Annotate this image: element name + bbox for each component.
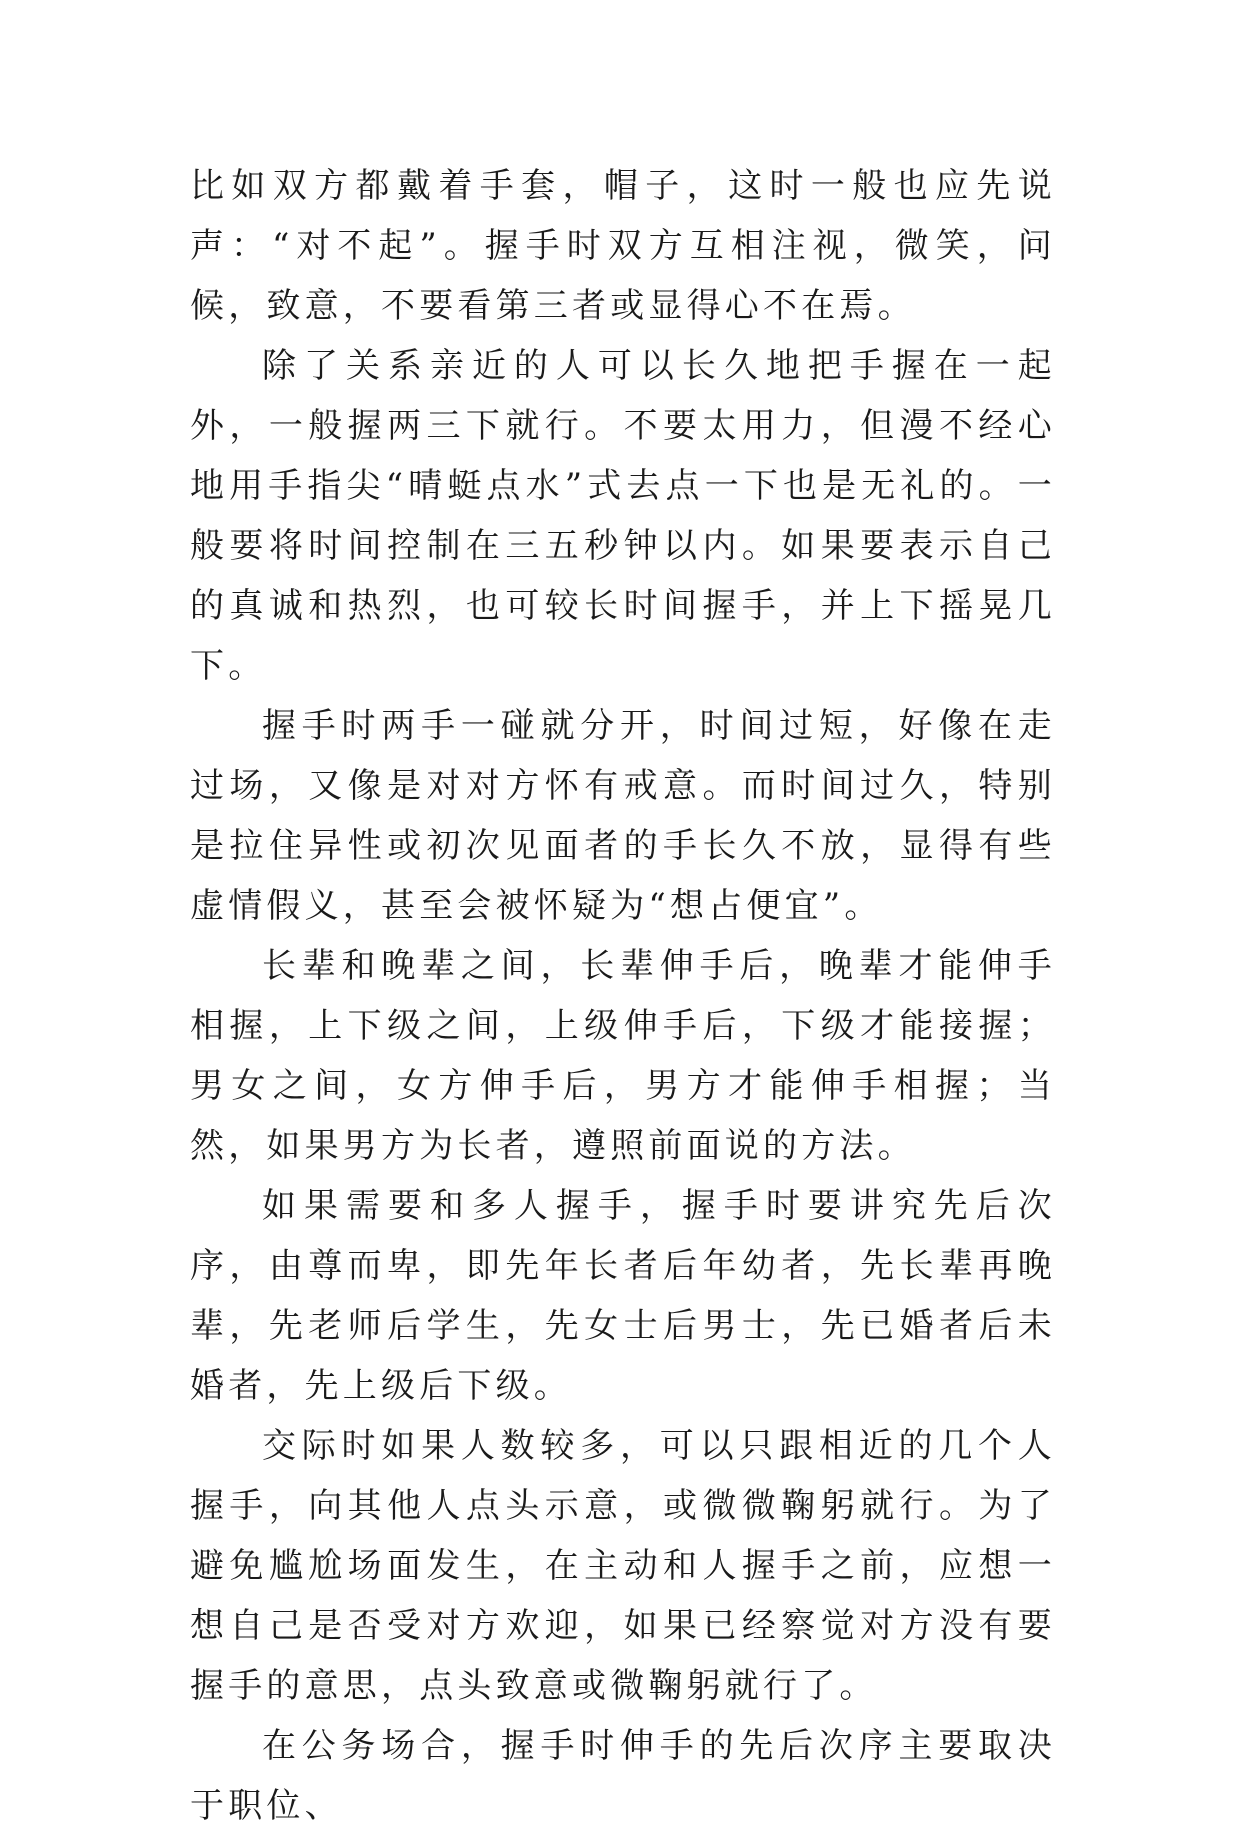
paragraph-2: 除了关系亲近的人可以长久地把手握在一起外，一般握两三下就行。不要太用力，但漫不经心地用手指尖“晴蜓点水”式去点一下也是无礼的。一般要将时间控制在三五秒钟以内。如果要表示自己的真诚和热烈，也可较长时间握手，并上下摇晃几下。 [190,346,1056,686]
paragraph-4: 长辈和晚辈之间，长辈伸手后，晚辈才能伸手相握，上下级之间，上级伸手后，下级才能接握；男女之间，女方伸手后，男方才能伸手相握；当然，如果男方为长者，遵照前面说的方法。 [190,946,1056,1166]
paragraph-5: 如果需要和多人握手，握手时要讲究先后次序，由尊而卑，即先年长者后年幼者，先长辈再晚辈，先老师后学生，先女士后男士，先已婚者后未婚者，先上级后下级。 [190,1186,1056,1406]
document-body [190,156,1056,1836]
paragraph-3: 握手时两手一碰就分开，时间过短，好像在走过场，又像是对对方怀有戒意。而时间过久，特别是拉住异性或初次见面者的手长久不放，显得有些虚情假义，甚至会被怀疑为“想占便宜”。 [190,706,1056,926]
paragraph-6: 交际时如果人数较多，可以只跟相近的几个人握手，向其他人点头示意，或微微鞠躬就行。为了避免尴尬场面发生，在主动和人握手之前，应想一想自己是否受对方欢迎，如果已经察觉对方没有要握手的意思，点头致意或微鞠躬就行了。 [190,1426,1056,1706]
paragraph-7: 在公务场合，握手时伸手的先后次序主要取决于职位、 [190,1726,1056,1826]
paragraph-1: 比如双方都戴着手套，帽子，这时一般也应先说声：“对不起”。握手时双方互相注视，微笑，问候，致意，不要看第三者或显得心不在焉。 [190,166,1056,326]
